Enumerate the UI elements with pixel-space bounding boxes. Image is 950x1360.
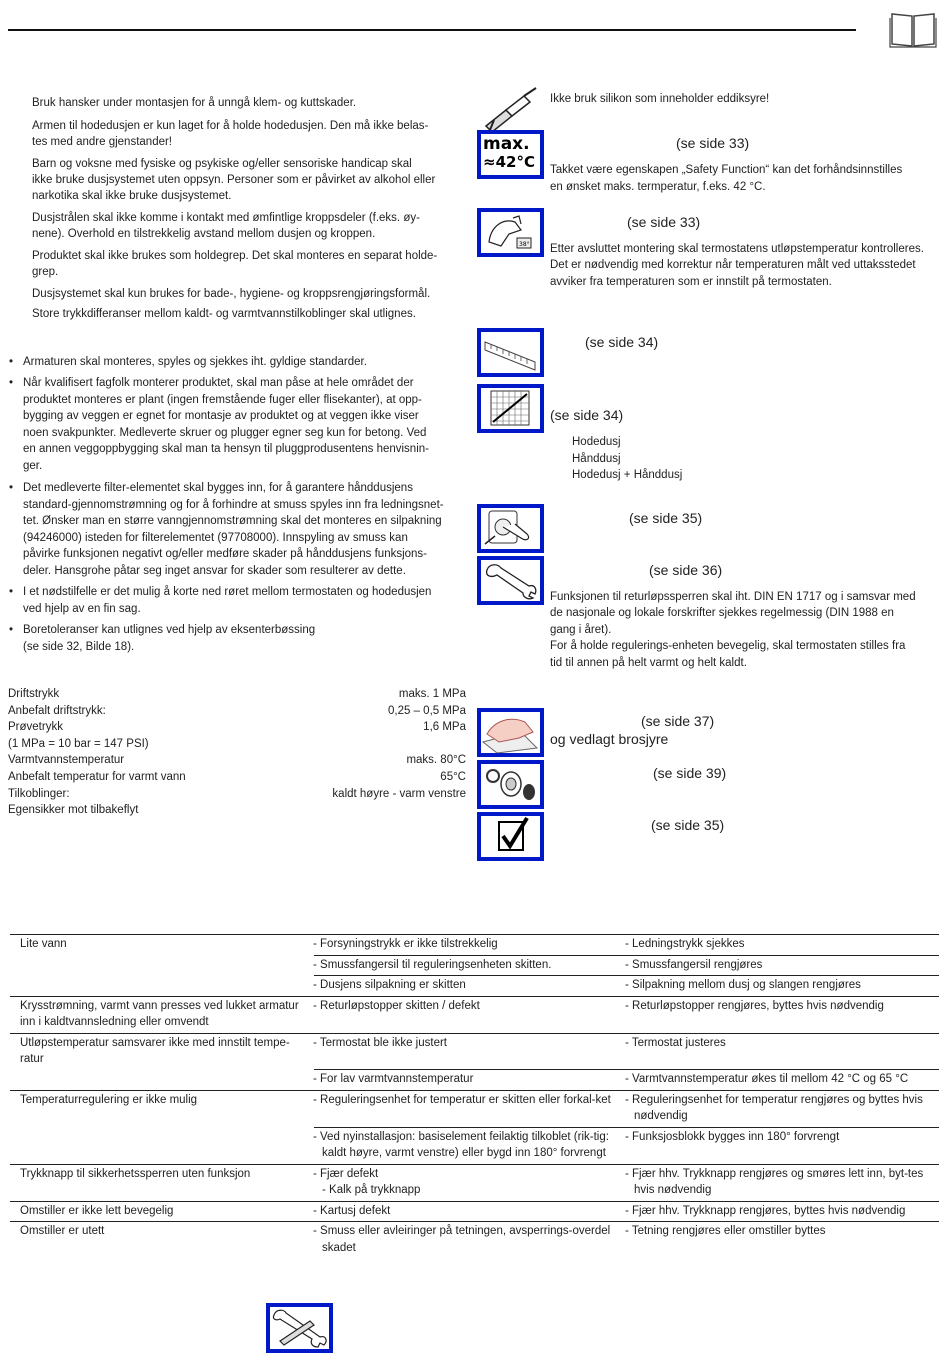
wrench-screwdriver-icon: [266, 1303, 333, 1353]
handle-assembly-icon: [477, 504, 544, 553]
maintenance-line: de nasjonale og lokale forskrifter sjekkes regelmessig (DIN 1988 en: [550, 607, 894, 619]
safety-function-line: Takket være egenskapen „Safety Function“ kan det forhåndsinnstilles: [550, 164, 903, 176]
trouble-remedy: - Reguleringsenhet for temperatur rengjøres og byttes hvis nødvendig: [626, 1090, 939, 1127]
open-book-icon: [889, 10, 937, 48]
trouble-cause: - Fjær defekt - Kalk på trykknapp: [314, 1164, 626, 1201]
safety-line: Bruk hansker under montasjen for å unngå klem- og kuttskader.: [32, 97, 357, 109]
brochure-note: og vedlagt brosjyre: [550, 731, 669, 747]
safety-line: Store trykkdifferanser mellom kaldt- og varmtvannstilkoblinger skal utlignes.: [32, 308, 416, 320]
trouble-remedy: - Tetning rengjøres eller omstiller byttes: [626, 1222, 939, 1259]
troubleshooting-table: [10, 934, 939, 1258]
tech-row: (1 MPa = 10 bar = 147 PSI): [8, 738, 149, 750]
thermometer-hand-icon: [477, 208, 544, 257]
table-row: [10, 996, 939, 1033]
safety-line: Dusjstrålen skal ikke komme i kontakt med ømfintlige kroppsdeler (f.eks. øy-: [32, 212, 420, 224]
trouble-remedy: - Varmtvannstemperatur økes til mellom 42 °C og 65 °C: [626, 1070, 939, 1091]
calibrate-line: Etter avsluttet montering skal termostatens utløpstemperatur kontrolleres.: [550, 243, 924, 255]
calibrate-line: Det er nødvendig med korrektur når temperaturen målt ved uttaksstedet: [550, 259, 916, 271]
trouble-remedy: - Fjær hhv. Trykknapp rengjøres, byttes hvis nødvendig: [626, 1201, 939, 1222]
maintenance-line: For å holde regulerings-enheten bevegelig, skal termostaten stilles fra: [550, 640, 906, 652]
page-ref: (se side 33): [627, 214, 701, 230]
calibrate-line: avviker fra temperaturen som er innstilt på termostaten.: [550, 276, 832, 288]
tech-row: Tilkoblinger: kaldt høyre - varm venstre: [8, 788, 466, 800]
trouble-cause: - Forsyningstrykk er ikke tilstrekkelig: [314, 935, 626, 956]
trouble-problem: [10, 955, 314, 976]
maintenance-line: gang i året).: [550, 624, 612, 636]
safety-line: ikke bruke dusjsystemet uten oppsyn. Personer som er påvirket av alkohol eller: [32, 174, 436, 186]
caulking-gun-icon: [480, 86, 542, 132]
table-row: [10, 935, 939, 956]
trouble-remedy: - Funksjosblokk bygges inn 180° forvrengt: [626, 1127, 939, 1164]
page-ref: (se side 34): [585, 334, 659, 350]
tech-row: Anbefalt temperatur for varmt vann 65°C: [8, 771, 466, 783]
safety-line: Armen til hodedusjen er kun laget for å holde hodedusjen. Den må ikke belas-: [32, 120, 429, 132]
trouble-problem: Utløpstemperatur samsvarer ikke med innstilt tempe-ratur: [10, 1033, 314, 1070]
table-row: [10, 1070, 939, 1091]
safety-line: Dusjsystemet skal kun brukes for bade-, hygiene- og kroppsrengjøringsformål.: [32, 288, 431, 300]
table-row: [10, 1127, 939, 1164]
trouble-remedy: - Silpakning mellom dusj og slangen rengjøres: [626, 976, 939, 997]
bullet-item: • I et nødstilfelle er det mulig å korte ned røret mellom termostaten og hodedusjen ved hjelp av en fin sag.: [23, 584, 431, 617]
tech-row: Anbefalt driftstrykk: 0,25 – 0,5 MPa: [8, 705, 466, 717]
table-row: [10, 1033, 939, 1070]
safety-line: tes med andre gjenstander!: [32, 136, 173, 148]
trouble-remedy: - Smussfangersil rengjøres: [626, 955, 939, 976]
bullet-item: • Armaturen skal monteres, spyles og sjekkes iht. gyldige standarder.: [23, 354, 367, 371]
trouble-problem: Temperaturregulering er ikke mulig: [10, 1090, 314, 1127]
table-row: [10, 1201, 939, 1222]
header-rule: [8, 29, 856, 31]
trouble-cause: - Dusjens silpakning er skitten: [314, 976, 626, 997]
bullet-item: • Det medleverte filter-elementet skal bygges inn, for å garantere hånddusjens standard-gjennomstrømning og for å forhindre at smuss spyles inn fra ledningsnet- tet. Ønsker man en større vanngjennomstrømning skal det monteres en silpakning (94246000) isteden for filterelementet (97708000). Innspyling av smuss kan påvirke funksjonen negativt og/eller medføre skader på hånddusjens funksjons- deler. Hansgrohe påtar seg inget ansvar for skader som resulterer av dette.: [23, 480, 444, 579]
safety-line: Produktet skal ikke brukes som holdegrep. Det skal monteres en separat holde-: [32, 250, 438, 262]
tech-row: Prøvetrykk 1,6 MPa: [8, 721, 466, 733]
table-row: [10, 976, 939, 997]
safety-line: grep.: [32, 266, 59, 278]
trouble-cause: - Termostat ble ikke justert: [314, 1033, 626, 1070]
flow-item: Hånddusj: [572, 453, 621, 465]
trouble-problem: [10, 1127, 314, 1164]
trouble-problem: Omstiller er ikke lett bevegelig: [10, 1201, 314, 1222]
trouble-cause: - For lav varmtvannstemperatur: [314, 1070, 626, 1091]
trouble-cause: - Smussfangersil til reguleringsenheten skitten.: [314, 955, 626, 976]
bullet-item: • Når kvalifisert fagfolk monterer produktet, skal man påse at hele området der produktet monteres er plant (ingen fremstående fuger eller flisekanter), at opp- bygging av veggen er egnet for montasje av produktet og at veggen ikke viser noen svakpunkter. Medleverte skruer og plugger egner seg kun for betong. Ved en annen veggoppbygging skal man ta hensyn til pluggprodusentens henvisnin- ger.: [23, 375, 429, 474]
checkmark-icon: [477, 812, 544, 861]
trouble-cause: - Reguleringsenhet for temperatur er skitten eller forkal-ket: [314, 1090, 626, 1127]
page-ref: (se side 39): [653, 765, 727, 781]
safety-line: narkotika skal ikke bruke dusjsystemet.: [32, 190, 232, 202]
safety-line: nene). Overhold en tilstrekkelig avstand mellom dusjen og kroppen.: [32, 228, 376, 240]
table-row: [10, 1222, 939, 1259]
maintenance-line: tid til annen på helt varmt og helt kaldt.: [550, 657, 747, 669]
trouble-cause: - Smuss eller avleiringer på tetningen, avsperrings-overdel skadet: [314, 1222, 626, 1259]
trouble-remedy: - Termostat justeres: [626, 1033, 939, 1070]
page-ref: (se side 36): [649, 562, 723, 578]
trouble-problem: Lite vann: [10, 935, 314, 956]
trouble-problem: [10, 976, 314, 997]
silicone-note: Ikke bruk silikon som inneholder eddiksyre!: [550, 93, 770, 105]
thermo-label: 38°: [519, 241, 530, 248]
tech-row: Egensikker mot tilbakeflyt: [8, 804, 139, 816]
safety-line: Barn og voksne med fysiske og psykiske og/eller sensoriske handicap skal: [32, 158, 412, 170]
max-temperature-icon: max. ≈42°C: [477, 130, 544, 179]
trouble-problem: Krysstrømning, varmt vann presses ved lukket armatur inn i kaldtvannsledning eller omvendt: [10, 996, 314, 1033]
safety-function-line: en ønsket maks. termperatur, f.eks. 42 °C.: [550, 181, 766, 193]
trouble-problem: [10, 1070, 314, 1091]
trouble-cause: - Ved nyinstallasjon: basiselement feilaktig tilkoblet (rik-tig: kaldt høyre, varmt venstre) eller bygd inn 180° forvrengt: [314, 1127, 626, 1164]
trouble-cause: - Kartusj defekt: [314, 1201, 626, 1222]
trouble-cause: - Returløpstopper skitten / defekt: [314, 996, 626, 1033]
table-row: [10, 955, 939, 976]
flow-diagram-icon: [477, 384, 544, 433]
page-ref: (se side 33): [676, 135, 750, 151]
cleaning-hand-icon: [477, 708, 544, 757]
wrench-icon: [477, 556, 544, 605]
ruler-icon: [477, 328, 544, 377]
trouble-remedy: - Ledningstrykk sjekkes: [626, 935, 939, 956]
trouble-remedy: - Returløpstopper rengjøres, byttes hvis nødvendig: [626, 996, 939, 1033]
maintenance-line: Funksjonen til returløpssperren skal iht. DIN EN 1717 og i samsvar med: [550, 591, 916, 603]
tech-row: Driftstrykk maks. 1 MPa: [8, 688, 466, 700]
flow-item: Hodedusj + Hånddusj: [572, 469, 683, 481]
page-ref: (se side 37): [641, 713, 715, 729]
page-ref: (se side 35): [651, 817, 725, 833]
trouble-remedy: - Fjær hhv. Trykknapp rengjøres og smøres lett inn, byt-tes hvis nødvendig: [626, 1164, 939, 1201]
trouble-problem: Omstiller er utett: [10, 1222, 314, 1259]
tech-row: Varmtvannstemperatur maks. 80°C: [8, 754, 466, 766]
trouble-problem: Trykknapp til sikkerhetssperren uten funksjon: [10, 1164, 314, 1201]
bullet-item: • Boretoleranser kan utlignes ved hjelp av eksenterbøssing (se side 32, Bilde 18).: [23, 622, 315, 655]
table-row: [10, 1090, 939, 1127]
page-ref: (se side 34): [550, 407, 624, 423]
flow-item: Hodedusj: [572, 436, 621, 448]
page-ref: (se side 35): [629, 510, 703, 526]
spare-parts-icon: [477, 760, 544, 809]
table-row: [10, 1164, 939, 1201]
